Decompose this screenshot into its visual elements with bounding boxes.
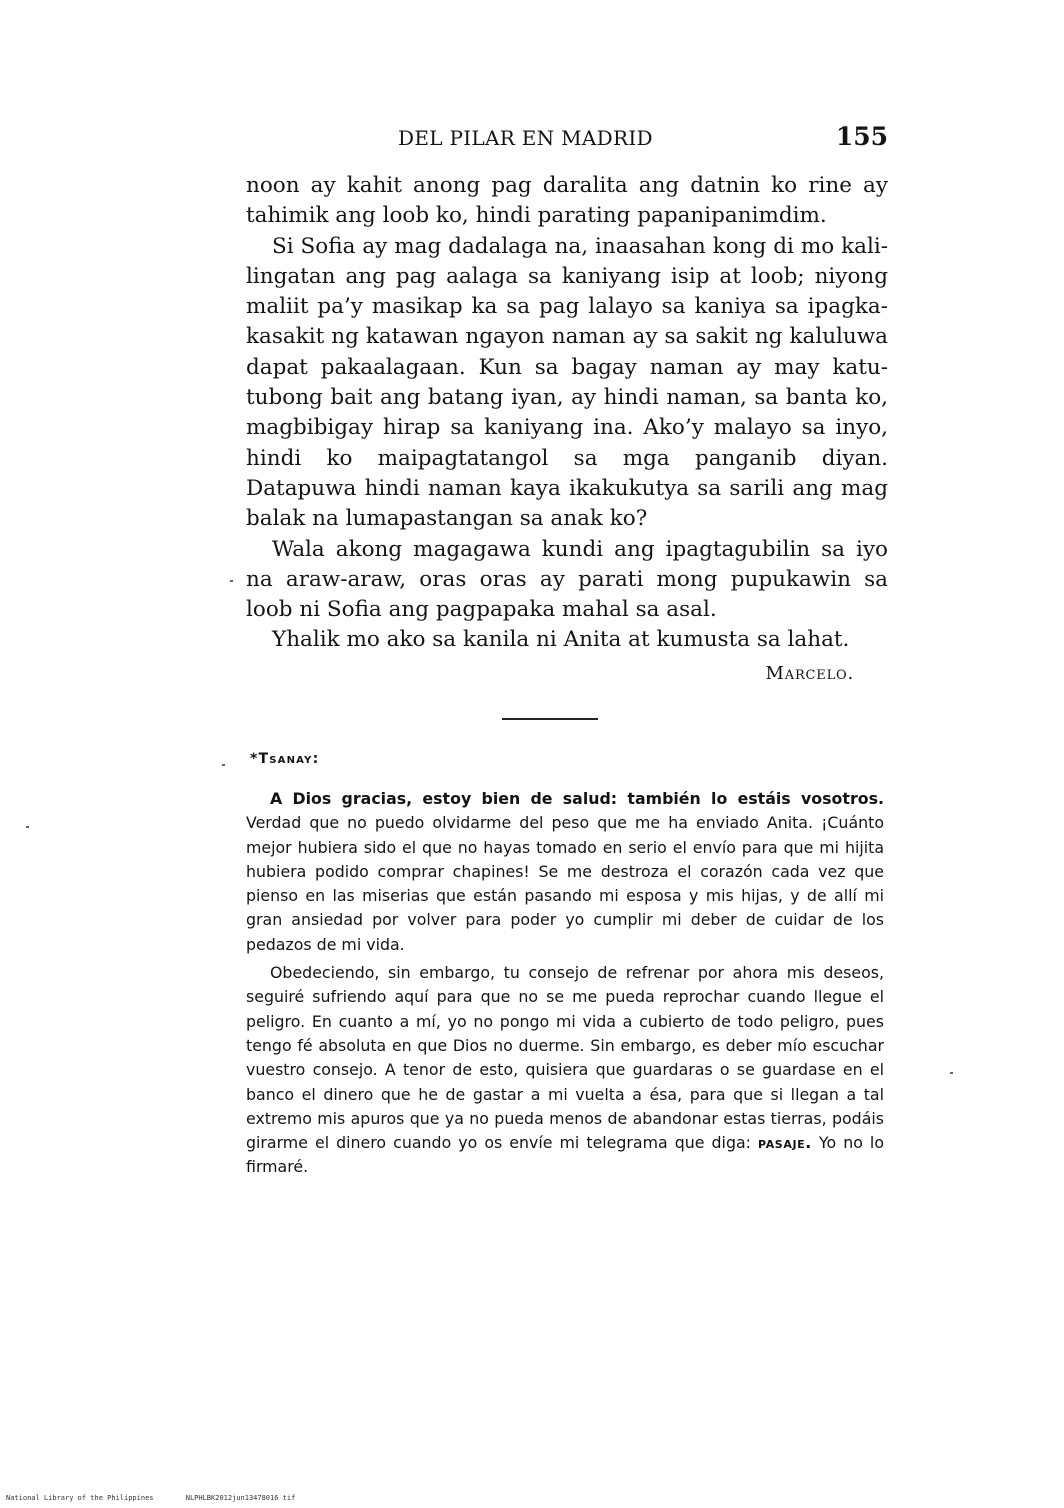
footnote-text-run: Obedeciendo, sin embargo, tu consejo de refrenar por ahora mis deseos, seguiré sufriendo aquí para que no se me pueda reprochar cuando llegue el peligro. En cuanto a mí, yo no pongo mi vida a cubierto de todo peligro, pues tengo fé absoluta en que Dios no duerme. Sin embargo, es deber mío escuchar vuestro consejo. A tenor de esto, quisiera que guardaras o se guardase en el banco el dinero que he de gastar a mi vuelta a ésa, para que si llegan a tal extremo mis apuros que ya no pueda menos de abandonar estas tierras, podáis girarme el dinero cuando yo os envíe mi telegrama que diga: bbox=[246, 963, 884, 1153]
letter-paragraph: Wala akong magagawa kundi ang ipagtagubilin sa iyo na araw-araw, oras oras ay parati mong pupukawin sa loob ni Sofia ang pagpapaka mahal sa asal. bbox=[246, 536, 888, 623]
footnote-text-run: Yo no lo firmaré. bbox=[246, 1133, 884, 1177]
footnote-opening-line: A Dios gracias, estoy bien de salud: también lo estáis vosotros. bbox=[270, 789, 884, 808]
letter-signature: Marcelo. bbox=[765, 663, 854, 684]
scan-speck bbox=[230, 580, 233, 582]
letter-paragraph: noon ay kahit anong pag daralita ang datnin ko rine ay tahimik ang loob ko, hindi parating papanipanimdim. bbox=[246, 173, 888, 229]
running-head bbox=[246, 122, 888, 156]
letter-paragraph: Si Sofia ay mag dadalaga na, inaasahan kong di mo kalilingatan ang pag aalaga sa kaniyang isip at loob; niyong maliit pa’y masikap ka sa pag lalayo sa kaniya sa ipagkakasakit ng katawan ngayon naman ay sa sakit ng kaluluwa dapat pakaalagaan. Kun sa bagay naman ay may katutubong bait ang batang iyan, ay hindi naman, sa banta ko, magbibigay hirap sa kaniyang ina. Ako’y malayo sa inyo, hindi ko maipagtatangol sa mga panganib diyan. Datapuwa hindi naman kaya ikakukutya sa sarili ang mag balak na lumapastangan sa anak ko? bbox=[246, 233, 888, 532]
footnote-separator-rule bbox=[502, 718, 598, 720]
scan-speck bbox=[950, 1072, 953, 1074]
letter-paragraph: Yhalik mo ako sa kanila ni Anita at kumusta sa lahat. bbox=[272, 627, 850, 653]
scan-file-id: NLPHLBK2012jun13478016 tif bbox=[185, 1494, 296, 1502]
page-number: 155 bbox=[835, 122, 888, 151]
telegram-code-word: pasaje. bbox=[758, 1133, 812, 1153]
footnote-label: *Tsanay: bbox=[250, 751, 320, 767]
footnote-paragraph bbox=[246, 787, 884, 957]
letter-body bbox=[246, 171, 888, 656]
footnote-paragraph bbox=[246, 961, 884, 1180]
footnote-text-run: Verdad que no puedo olvidarme del peso que me ha enviado Anita. ¡Cuánto mejor hubiera sido el que no hayas tomado en serio el envío para que mi hijita hubiera podido comprar chapines! Se me destroza el corazón cada vez que pienso en las miserias que están pasando mi esposa y mis hijas, y de allí mi gran ansiedad por volver para poder yo cumplir mi deber de cuidar de los pedazos de mi vida. bbox=[246, 813, 884, 954]
scan-institution: National Library of the Philippines bbox=[6, 1494, 154, 1502]
scan-speck bbox=[222, 764, 225, 766]
scan-footer bbox=[6, 1494, 295, 1502]
scan-speck bbox=[26, 826, 29, 828]
footnote-translation bbox=[246, 787, 884, 1180]
running-title: DEL PILAR EN MADRID bbox=[398, 126, 653, 150]
